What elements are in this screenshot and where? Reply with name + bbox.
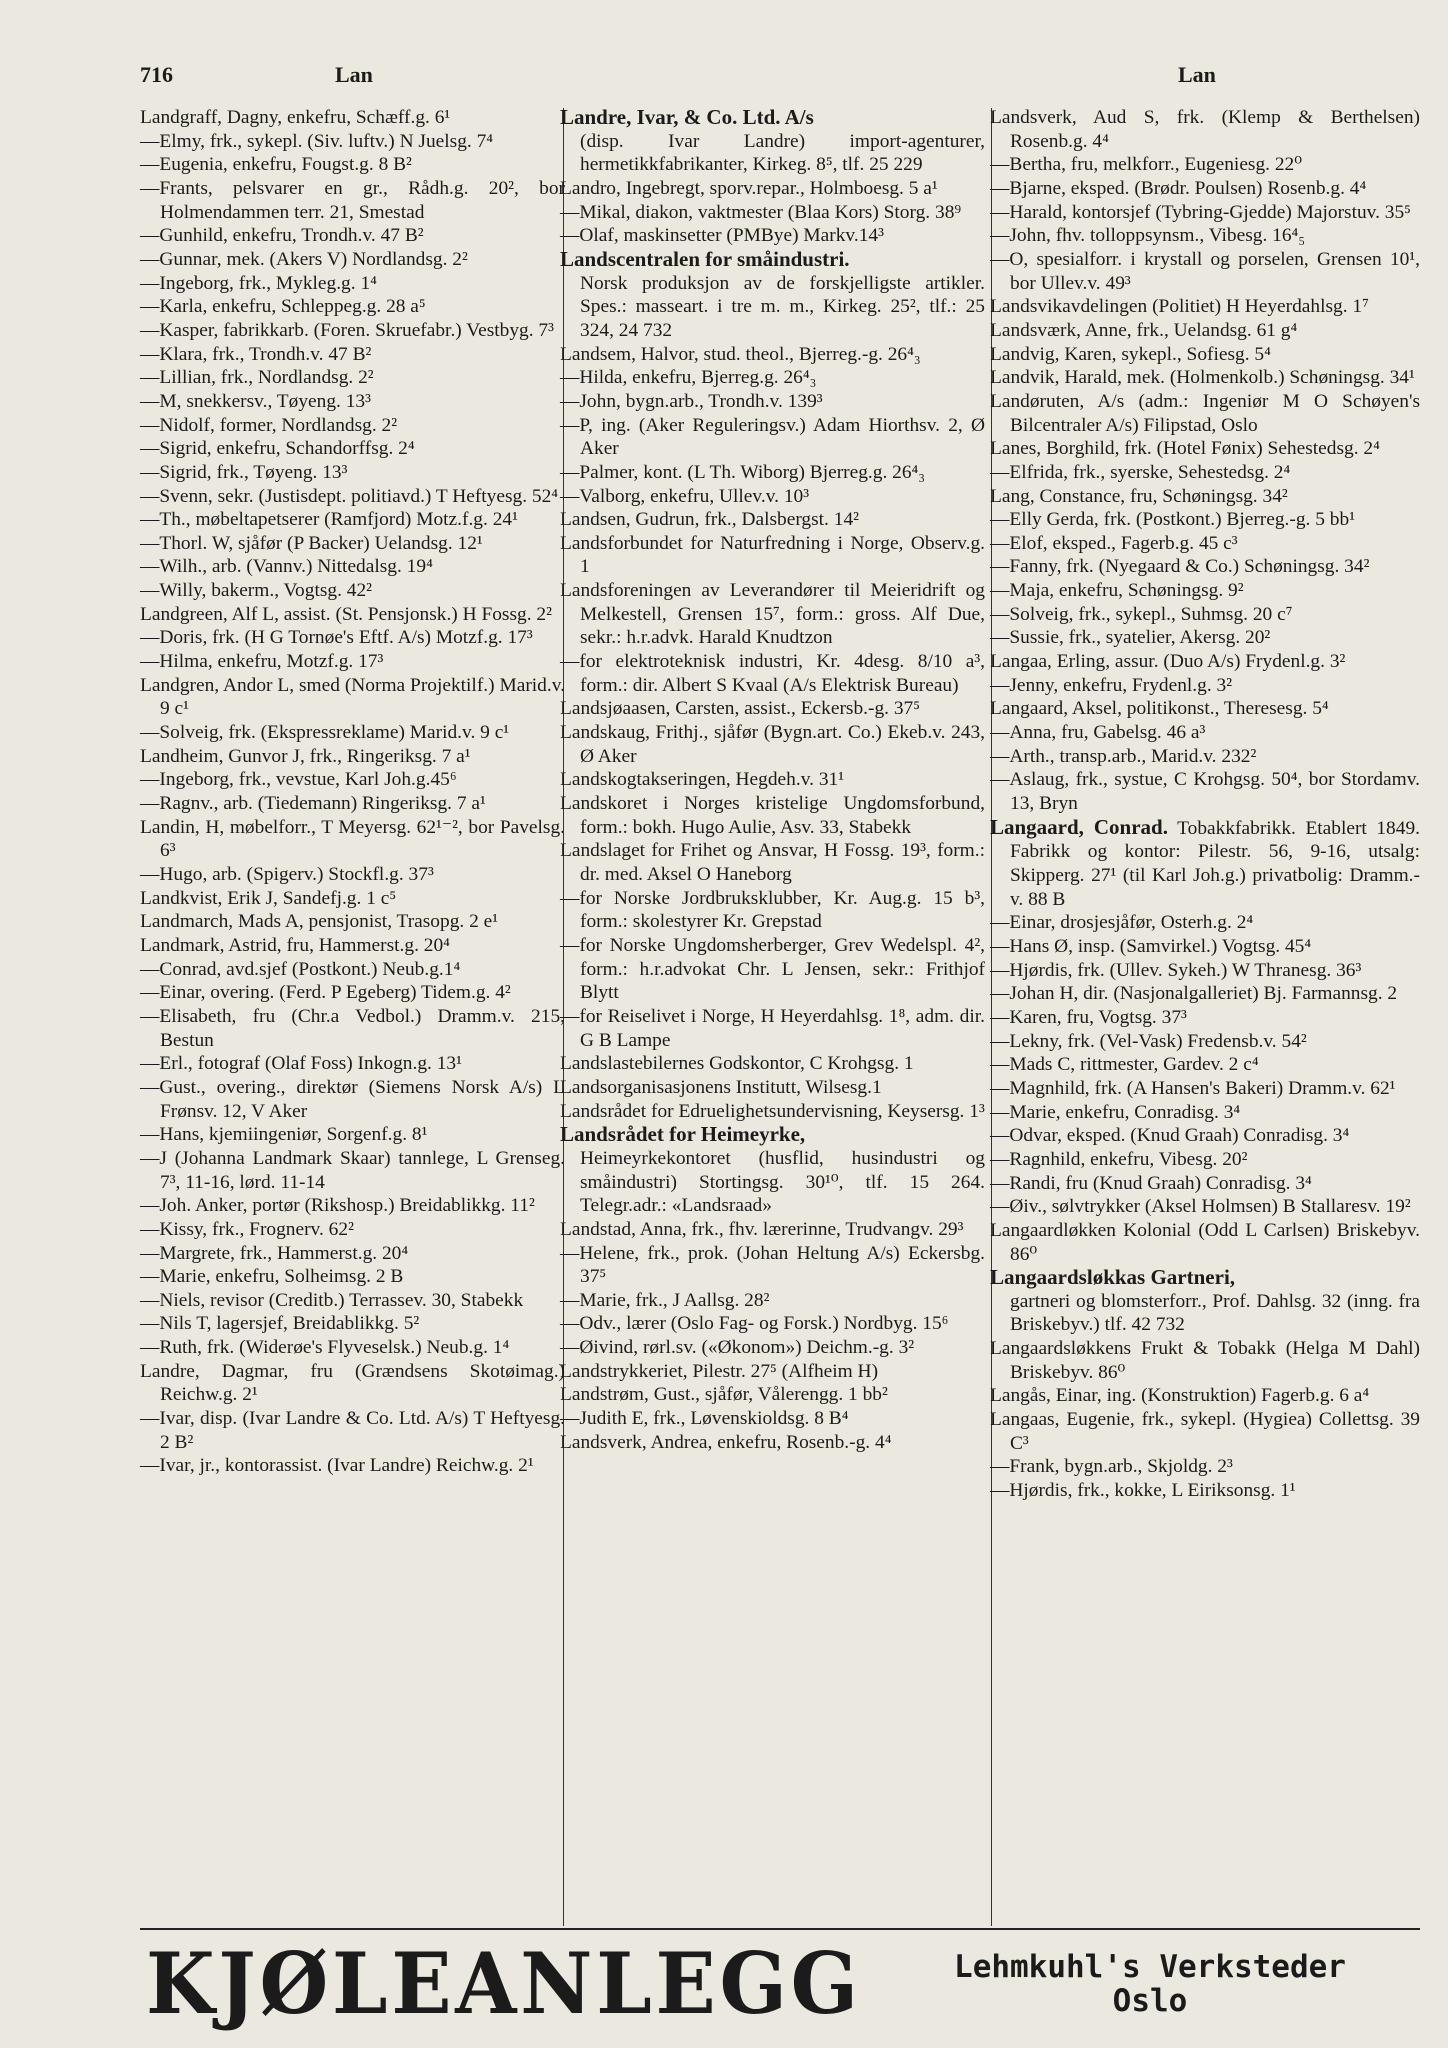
directory-entry: Landro, Ingebregt, sporv.repar., Holmboesg. 5 a¹: [560, 177, 938, 199]
column-left: [140, 106, 565, 1478]
directory-entry: —Klara, frk., Trondh.v. 47 B²: [140, 343, 372, 365]
directory-entry: —Svenn, sekr. (Justisdept. politiavd.) T Heftyesg. 52⁴: [140, 485, 559, 507]
directory-entry: —Einar, drosjesjåfør, Osterh.g. 2⁴: [990, 912, 1254, 934]
directory-entry: Landskoret i Norges kristelige Ungdomsforbund, form.: bokh. Hugo Aulie, Asv. 33, Stabekk: [560, 793, 985, 838]
directory-entry: —Elmy, frk., sykepl. (Siv. luftv.) N Juelsg. 7⁴: [140, 130, 494, 152]
directory-entry: —Olaf, maskinsetter (PMBye) Markv.14³: [560, 225, 884, 247]
directory-entry: —for Norske Ungdomsherberger, Grev Wedelspl. 4², form.: h.r.advokat Chr. L Jensen, sekr.: Frithjof Blytt: [560, 934, 985, 1004]
directory-entry: Langås, Einar, ing. (Konstruktion) Fagerb.g. 6 a⁴: [990, 1385, 1370, 1407]
directory-entry: Langaardsløkkas Gartneri,: [990, 1265, 1236, 1290]
directory-entry: —Aslaug, frk., systue, C Krohgsg. 50⁴, bor Stordamv. 13, Bryn: [990, 769, 1420, 815]
column-right: [990, 106, 1420, 1503]
directory-entry: —Ivar, disp. (Ivar Landre & Co. Ltd. A/s) T Heftyesg. 2 B²: [140, 1408, 565, 1453]
directory-entry: —Odvar, eksped. (Knud Graah) Conradisg. 3⁴: [990, 1125, 1350, 1147]
directory-entry: Landsrådet for Edruelighetsundervisning, Keysersg. 1³: [560, 1100, 985, 1122]
directory-entry: —Elisabeth, fru (Chr.a Vedbol.) Dramm.v. 215, Bestun: [140, 1005, 565, 1051]
directory-entry: —Eugenia, enkefru, Fougst.g. 8 B²: [140, 154, 412, 176]
directory-entry: Landre, Ivar, & Co. Ltd. A/s: [560, 105, 814, 129]
directory-entry: —Palmer, kont. (L Th. Wiborg) Bjerreg.g. 26⁴₃: [560, 461, 926, 483]
directory-entry: —Frank, bygn.arb., Skjoldg. 2³: [990, 1456, 1233, 1478]
directory-entry: —Mads C, rittmester, Gardev. 2 c⁴: [990, 1054, 1259, 1076]
directory-entry: —Maja, enkefru, Schøningsg. 9²: [990, 580, 1244, 602]
directory-entry: —Harald, kontorsjef (Tybring-Gjedde) Majorstuv. 35⁵: [990, 201, 1411, 223]
directory-entry: —Ragnhild, enkefru, Vibesg. 20²: [990, 1148, 1248, 1170]
directory-entry: Landmark, Astrid, fru, Hammerst.g. 20⁴: [140, 934, 450, 956]
directory-entry: —Willy, bakerm., Vogtsg. 42²: [140, 580, 372, 602]
directory-entry: Lanes, Borghild, frk. (Hotel Fønix) Sehestedsg. 2⁴: [990, 438, 1380, 460]
directory-entry: —Ingeborg, frk., Mykleg.g. 1⁴: [140, 272, 377, 294]
directory-entry: —Fanny, frk. (Nyegaard & Co.) Schøningsg. 34²: [990, 556, 1370, 578]
directory-entry: Langaardløkken Kolonial (Odd L Carlsen) Briskebyv. 86⁰: [990, 1219, 1420, 1265]
directory-entry: Landsverk, Andrea, enkefru, Rosenb.-g. 4⁴: [560, 1431, 892, 1453]
directory-entry: —Valborg, enkefru, Ullev.v. 10³: [560, 485, 810, 507]
directory-entry: —Nils T, lagersjef, Breidablikkg. 5²: [140, 1313, 420, 1335]
directory-entry: —John, bygn.arb., Trondh.v. 139³: [560, 390, 823, 412]
directory-entry: Landheim, Gunvor J, frk., Ringeriksg. 7 a¹: [140, 745, 471, 767]
directory-entry: —Erl., fotograf (Olaf Foss) Inkogn.g. 13¹: [140, 1053, 462, 1075]
directory-entry: Landsorganisasjonens Institutt, Wilsesg.1: [560, 1076, 882, 1098]
directory-entry: —Hilda, enkefru, Bjerreg.g. 26⁴₃: [560, 367, 817, 389]
directory-entry: —Magnhild, frk. (A Hansen's Bakeri) Dramm.v. 62¹: [990, 1077, 1396, 1099]
directory-entry: —Gunhild, enkefru, Trondh.v. 47 B²: [140, 225, 424, 247]
directory-entry: Lang, Constance, fru, Schøningsg. 34²: [990, 485, 1288, 507]
directory-entry: Landskogtakseringen, Hegdeh.v. 31¹: [560, 769, 845, 791]
directory-entry: —Gust., overing., direktør (Siemens Norsk A/s) L Frønsv. 12, V Aker: [140, 1076, 565, 1122]
directory-entry: [990, 816, 1420, 912]
directory-entry: —Anna, fru, Gabelsg. 46 a³: [990, 722, 1206, 744]
advert-company: Lehmkuhl's Verksteder: [954, 1949, 1346, 1985]
directory-entry: —Randi, fru (Knud Graah) Conradisg. 3⁴: [990, 1172, 1312, 1194]
directory-entry: Langaard, Aksel, politikonst., Theresesg. 5⁴: [990, 698, 1329, 720]
directory-entry: —J (Johanna Landmark Skaar) tannlege, L Grenseg. 7³, 11-16, lørd. 11-14: [140, 1147, 565, 1193]
directory-entry: —Margrete, frk., Hammerst.g. 20⁴: [140, 1242, 409, 1264]
directory-entry: Landsverk, Aud S, frk. (Klemp & Berthelsen) Rosenb.g. 4⁴: [990, 107, 1420, 152]
directory-entry: —Gunnar, mek. (Akers V) Nordlandsg. 2²: [140, 248, 468, 270]
directory-entry: (disp. Ivar Landre) import-agenturer, hermetikkfabrikanter, Kirkeg. 8⁵, tlf. 25 229: [580, 130, 985, 176]
directory-entry: —Elly Gerda, frk. (Postkont.) Bjerreg.-g. 5 bb¹: [990, 509, 1356, 531]
directory-entry: —Kissy, frk., Frognerv. 62²: [140, 1218, 354, 1240]
advert-city: Oslo: [1112, 1983, 1188, 2019]
directory-entry: —Marie, frk., J Aallsg. 28²: [560, 1289, 770, 1311]
entry-details: Tobakkfabrikk. Etablert 1849. Fabrikk og kontor: Pilestr. 56, 9-16, utsalg: Skipperg. 27¹ (til Karl Joh.g.) privatbolig: Dramm.-v. 88 B: [1010, 817, 1420, 910]
directory-entry: Landvig, Karen, sykepl., Sofiesg. 5⁴: [990, 343, 1271, 365]
directory-entry: Landstad, Anna, frk., fhv. lærerinne, Trudvangv. 29³: [560, 1218, 964, 1240]
directory-entry: —Elof, eksped., Fagerb.g. 45 c³: [990, 532, 1238, 554]
directory-entry: —Arth., transp.arb., Marid.v. 232²: [990, 745, 1257, 767]
directory-entry: —Lillian, frk., Nordlandsg. 2²: [140, 367, 374, 389]
directory-entry: —Karen, fru, Vogtsg. 37³: [990, 1006, 1187, 1028]
directory-entry: —O, spesialforr. i krystall og porselen, Grensen 10¹, bor Ullev.v. 49³: [990, 248, 1420, 294]
directory-entry: Landgreen, Alf L, assist. (St. Pensjonsk.) H Fossg. 2²: [140, 603, 552, 625]
directory-entry: —Ruth, frk. (Widerøe's Flyveselsk.) Neub.g. 1⁴: [140, 1337, 510, 1359]
directory-entry: —Joh. Anker, portør (Rikshosp.) Breidablikkg. 11²: [140, 1195, 535, 1217]
directory-entry: —Karla, enkefru, Schleppeg.g. 28 a⁵: [140, 296, 426, 318]
directory-entry: —Conrad, avd.sjef (Postkont.) Neub.g.1⁴: [140, 958, 461, 980]
running-header-right: Lan: [1178, 62, 1216, 87]
directory-entry: —Bertha, fru, melkforr., Eugeniesg. 22⁰: [990, 154, 1303, 176]
page-number: 716: [140, 62, 173, 87]
directory-entry: —Lekny, frk. (Vel-Vask) Fredensb.v. 54²: [990, 1030, 1307, 1052]
directory-entry: —M, snekkersv., Tøyeng. 13³: [140, 390, 371, 412]
directory-entry: Landstrykkeriet, Pilestr. 27⁵ (Alfheim H): [560, 1360, 879, 1382]
directory-entry: —Thorl. W, sjåfør (P Backer) Uelandsg. 12¹: [140, 532, 483, 554]
directory-entry: Langaas, Eugenie, frk., sykepl. (Hygiea) Collettsg. 39 C³: [990, 1409, 1420, 1454]
directory-entry: —Ivar, jr., kontorassist. (Ivar Landre) Reichw.g. 2¹: [140, 1455, 534, 1477]
directory-entry: Langaardsløkkens Frukt & Tobakk (Helga M Dahl) Briskebyv. 86⁰: [990, 1338, 1420, 1383]
directory-entry: —Mikal, diakon, vaktmester (Blaa Kors) Storg. 38⁹: [560, 201, 962, 223]
directory-entry: —Ingeborg, frk., vevstue, Karl Joh.g.45⁶: [140, 769, 457, 791]
directory-entry: —Wilh., arb. (Vannv.) Nittedalsg. 19⁴: [140, 556, 433, 578]
directory-entry: —P, ing. (Aker Reguleringsv.) Adam Hiorthsv. 2, Ø Aker: [560, 414, 985, 460]
directory-entry: Landkvist, Erik J, Sandefj.g. 1 c⁵: [140, 887, 397, 909]
directory-entry: —Johan H, dir. (Nasjonalgalleriet) Bj. Farmannsg. 2: [990, 983, 1398, 1005]
directory-entry: —Hugo, arb. (Spigerv.) Stockfl.g. 37³: [140, 864, 434, 885]
directory-entry: Landsem, Halvor, stud. theol., Bjerreg.-g. 26⁴₃: [560, 343, 921, 365]
directory-entry: Landgraff, Dagny, enkefru, Schæff.g. 6¹: [140, 107, 451, 128]
directory-entry: —Einar, overing. (Ferd. P Egeberg) Tidem.g. 4²: [140, 982, 511, 1004]
directory-entry: Heimeyrkekontoret (husflid, husindustri og småindustri) Stortingsg. 30¹⁰, tlf. 15 264. Telegr.adr.: «Landsraad»: [580, 1147, 985, 1217]
directory-entry: Landslaget for Frihet og Ansvar, H Fossg. 19³, form.: dr. med. Aksel O Haneborg: [560, 840, 985, 885]
column-middle: [560, 106, 985, 1454]
directory-entry: Landre, Dagmar, fru (Grændsens Skotøimag.) Reichw.g. 2¹: [140, 1360, 565, 1406]
directory-entry: —Solveig, frk. (Ekspressreklame) Marid.v. 9 c¹: [140, 722, 510, 744]
directory-entry: —Øivind, rørl.sv. («Økonom») Deichm.-g. 3²: [560, 1337, 915, 1359]
directory-entry: Landmarch, Mads A, pensjonist, Trasopg. 2 e¹: [140, 911, 499, 933]
directory-entry: Landin, H, møbelforr., T Meyersg. 62¹⁻², bor Pavelsg. 6³: [140, 816, 565, 862]
directory-entry: —Hjørdis, frk., kokke, L Eiriksonsg. 1¹: [990, 1480, 1296, 1502]
directory-entry: —Hans Ø, insp. (Samvirkel.) Vogtsg. 45⁴: [990, 935, 1312, 957]
directory-entry: —for Norske Jordbruksklubber, Kr. Aug.g. 15 b³, form.: skolestyrer Kr. Grepstad: [560, 887, 985, 933]
directory-entry: Landsjøaasen, Carsten, assist., Eckersb.-g. 37⁵: [560, 698, 921, 720]
directory-entry: Landgren, Andor L, smed (Norma Projektilf.) Marid.v. 9 c¹: [140, 674, 565, 720]
advert-rule: [140, 1928, 1420, 1930]
directory-entry: —Hilma, enkefru, Motzf.g. 17³: [140, 651, 384, 673]
advert-company-block: [880, 1950, 1420, 2018]
directory-entry: Landsvikavdelingen (Politiet) H Heyerdahlsg. 1⁷: [990, 296, 1369, 318]
directory-entry: —Sussie, frk., syatelier, Akersg. 20²: [990, 627, 1271, 649]
directory-entry: —Helene, frk., prok. (Johan Heltung A/s) Eckersbg. 37⁵: [560, 1242, 985, 1288]
directory-entry: —Bjarne, eksped. (Brødr. Poulsen) Rosenb.g. 4⁴: [990, 177, 1367, 199]
directory-entry: —for Reiselivet i Norge, H Heyerdahlsg. 1⁸, adm. dir. G B Lampe: [560, 1005, 985, 1051]
directory-entry: Landsforbundet for Naturfredning i Norge, Observ.g. 1: [560, 532, 985, 578]
directory-entry: Landstrøm, Gust., sjåfør, Vålerengg. 1 bb²: [560, 1384, 888, 1406]
directory-entry: —for elektroteknisk industri, Kr. 4desg. 8/10 a³, form.: dir. Albert S Kvaal (A/s Elektrisk Bureau): [560, 651, 985, 696]
directory-entry: —Niels, revisor (Creditb.) Terrassev. 30, Stabekk: [140, 1289, 524, 1311]
directory-entry: Landslastebilernes Godskontor, C Krohgsg. 1: [560, 1053, 914, 1075]
directory-entry: —Nidolf, former, Nordlandsg. 2²: [140, 414, 398, 436]
directory-entry: —Sigrid, enkefru, Schandorffsg. 2⁴: [140, 438, 415, 460]
entry-name: Langaard, Conrad.: [990, 814, 1168, 839]
directory-entry: —Hjørdis, frk. (Ullev. Sykeh.) W Thranesg. 36³: [990, 959, 1362, 981]
directory-entry: —Solveig, frk., sykepl., Suhmsg. 20 c⁷: [990, 603, 1293, 625]
directory-entry: —Hans, kjemiingeniør, Sorgenf.g. 8¹: [140, 1124, 428, 1146]
running-header-left: Lan: [335, 62, 373, 87]
directory-entry: —Jenny, enkefru, Frydenl.g. 3²: [990, 674, 1233, 696]
directory-entry: —Marie, enkefru, Solheimsg. 2 B: [140, 1266, 404, 1288]
directory-entry: Norsk produksjon av de forskjelligste artikler. Spes.: masseart. i tre m. m., Kirkeg. 25², tlf.: 25 324, 24 732: [580, 272, 985, 341]
directory-entry: —Ragnv., arb. (Tiedemann) Ringeriksg. 7 a¹: [140, 793, 486, 815]
directory-entry: Langaa, Erling, assur. (Duo A/s) Frydenl.g. 3²: [990, 651, 1346, 673]
directory-entry: Landsforeningen av Leverandører til Meieridrift og Melkestell, Grensen 15⁷, form.: gross. Alf Due, sekr.: h.r.advk. Harald Knudtzon: [560, 580, 985, 649]
directory-entry: Landscentralen for småindustri.: [560, 246, 850, 271]
directory-entry: —Elfrida, frk., syerske, Sehestedsg. 2⁴: [990, 461, 1291, 483]
directory-entry: Landvik, Harald, mek. (Holmenkolb.) Schøningsg. 34¹: [990, 367, 1415, 389]
directory-entry: —Marie, enkefru, Conradisg. 3⁴: [990, 1101, 1241, 1123]
directory-entry: —Doris, frk. (H G Tornøe's Eftf. A/s) Motzf.g. 17³: [140, 627, 533, 649]
directory-entry: —Judith E, frk., Løvenskioldsg. 8 B⁴: [560, 1408, 849, 1430]
directory-entry: gartneri og blomsterforr., Prof. Dahlsg. 32 (inng. fra Briskebyv.) tlf. 42 732: [1010, 1290, 1420, 1336]
directory-entry: —Frants, pelsvarer en gr., Rådh.g. 20², bor Holmendammen terr. 21, Smestad: [140, 177, 565, 223]
directory-entry: —Sigrid, frk., Tøyeng. 13³: [140, 461, 348, 483]
directory-entry: Landsværk, Anne, frk., Uelandsg. 61 g⁴: [990, 319, 1298, 341]
directory-entry: Landøruten, A/s (adm.: Ingeniør M O Schøyen's Bilcentraler A/s) Filipstad, Oslo: [990, 390, 1420, 436]
directory-entry: —Odv., lærer (Oslo Fag- og Forsk.) Nordbyg. 15⁶: [560, 1313, 949, 1335]
directory-entry: —Th., møbeltapetserer (Ramfjord) Motz.f.g. 24¹: [140, 509, 518, 531]
directory-entry: —John, fhv. tolloppsynsm., Vibesg. 16⁴₅: [990, 225, 1306, 247]
directory-entry: Landskaug, Frithj., sjåfør (Bygn.art. Co.) Ekeb.v. 243, Ø Aker: [560, 722, 985, 767]
directory-entry: Landsrådet for Heimeyrke,: [560, 1122, 806, 1147]
directory-entry: —Kasper, fabrikkarb. (Foren. Skruefabr.) Vestbyg. 7³: [140, 319, 554, 341]
directory-entry: Landsen, Gudrun, frk., Dalsbergst. 14²: [560, 509, 859, 531]
directory-entry: —Øiv., sølvtrykker (Aksel Holmsen) B Stallaresv. 19²: [990, 1196, 1411, 1218]
advert-headline: KJØLEANLEGG: [146, 1934, 862, 2033]
